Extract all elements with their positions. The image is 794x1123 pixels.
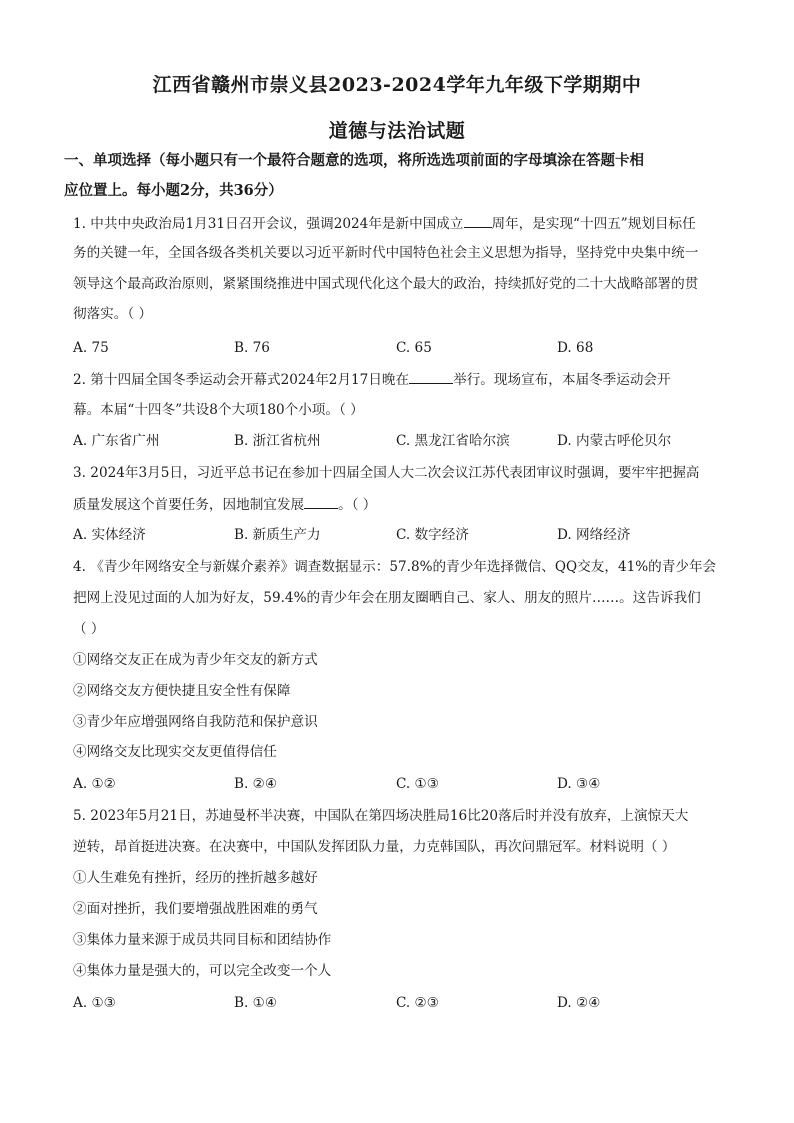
question-text: 2. 第十四届全国冬季运动会开幕式2024年2月17日晚在 (73, 372, 410, 388)
question-5-statement-1: ①人生难免有挫折，经历的挫折越多越好 (73, 870, 318, 886)
answer-blank (304, 495, 338, 509)
answer-blank (464, 214, 492, 228)
question-1-option-b: B. 76 (234, 340, 270, 356)
question-3-line-2 (73, 495, 723, 514)
question-3-option-a: A. 实体经济 (73, 527, 146, 543)
question-4-statement-3: ③青少年应增强网络自我防范和保护意识 (73, 714, 318, 730)
question-5-statement-4: ④集体力量是强大的，可以完全改变一个人 (73, 963, 332, 979)
section-heading: 一、单项选择（每小题只有一个最符合题意的选项，将所选选项前面的字母填涂在答题卡相 (64, 152, 644, 169)
question-1-option-d: D. 68 (557, 340, 594, 356)
question-3-option-d: D. 网络经济 (557, 527, 631, 543)
page-title: 江西省赣州市崇义县2023-2024学年九年级下学期期中 (152, 74, 642, 96)
question-4-statement-4: ④网络交友比现实交友更值得信任 (73, 744, 277, 760)
question-2-option-a: A. 广东省广州 (73, 433, 160, 449)
question-5-statement-2: ②面对挫折，我们要增强战胜困难的勇气 (73, 901, 318, 917)
question-4-line-2: 把网上没见过面的人加为好友，59.4%的青少年会在朋友圈晒自己、家人、朋友的照片……。这告诉我们 (73, 590, 701, 606)
question-text: 周年，是实现“十四五”规划目标任 (491, 216, 696, 232)
question-1-option-c: C. 65 (396, 340, 432, 356)
question-4-statement-1: ①网络交友正在成为青少年交友的新方式 (73, 652, 318, 668)
question-5-line-1: 5. 2023年5月21日，苏迪曼杯半决赛，中国队在第四场决胜局16比20落后时并没有放弃，上演惊天大 (73, 808, 689, 824)
question-4-option-d: D. ③④ (557, 776, 601, 792)
page-subtitle: 道德与法治试题 (328, 120, 466, 142)
section-heading-cont: 应位置上。每小题2分，共36分） (64, 182, 283, 199)
question-5-statement-3: ③集体力量来源于成员共同目标和团结协作 (73, 932, 332, 948)
question-text: 举行。现场宣布，本届冬季运动会开 (453, 372, 671, 388)
question-3-option-c: C. 数字经济 (396, 527, 469, 543)
question-1-line-3: 领导这个最高政治原则，紧紧围绕推进中国式现代化这个最大的政治，持续抓好党的二十大战略部署的贯 (73, 276, 699, 292)
question-5-line-2: 逆转，昂首挺进决赛。在决赛中，中国队发挥团队力量，力克韩国队，再次问鼎冠军。材料说明（ ） (73, 839, 676, 855)
question-2-option-c: C. 黑龙江省哈尔滨 (396, 433, 510, 449)
question-4-option-b: B. ②④ (234, 776, 278, 792)
question-1-line-1 (73, 214, 723, 233)
question-2-line-2: 幕。本届“十四冬”共设8个大项180个小项。（ ） (73, 402, 364, 418)
question-4-line-3: （ ） (73, 621, 105, 637)
question-2-option-b: B. 浙江省杭州 (234, 433, 321, 449)
question-4-option-c: C. ①③ (396, 776, 439, 792)
question-2-line-1 (73, 370, 723, 389)
question-5-option-b: B. ①④ (234, 995, 278, 1011)
question-text: 。（ ） (338, 497, 377, 513)
question-5-option-c: C. ②③ (396, 995, 439, 1011)
question-text: 1. 中共中央政治局1月31日召开会议，强调2024年是新中国成立 (73, 216, 464, 232)
question-4-option-a: A. ①② (73, 776, 116, 792)
question-4-line-1: 4. 《青少年网络安全与新媒介素养》调查数据显示：57.8%的青少年选择微信、QQ交友，41%的青少年会 (73, 559, 717, 575)
question-3-option-b: B. 新质生产力 (234, 527, 321, 543)
question-1-line-2: 务的关键一年，全国各级各类机关要以习近平新时代中国特色社会主义思想为指导，坚持党中央集中统一 (73, 245, 699, 261)
question-4-statement-2: ②网络交友方便快捷且安全性有保障 (73, 683, 291, 699)
question-1-line-4: 彻落实。（ ） (73, 306, 153, 322)
question-1-option-a: A. 75 (73, 340, 109, 356)
question-2-option-d: D. 内蒙古呼伦贝尔 (557, 433, 672, 449)
question-3-line-1: 3. 2024年3月5日，习近平总书记在参加十四届全国人大二次会议江苏代表团审议时强调，要牢牢把握高 (73, 465, 700, 481)
question-text: 质量发展这个首要任务，因地制宜发展 (73, 497, 305, 513)
answer-blank (409, 370, 453, 384)
question-5-option-a: A. ①③ (73, 995, 116, 1011)
question-5-option-d: D. ②④ (557, 995, 601, 1011)
